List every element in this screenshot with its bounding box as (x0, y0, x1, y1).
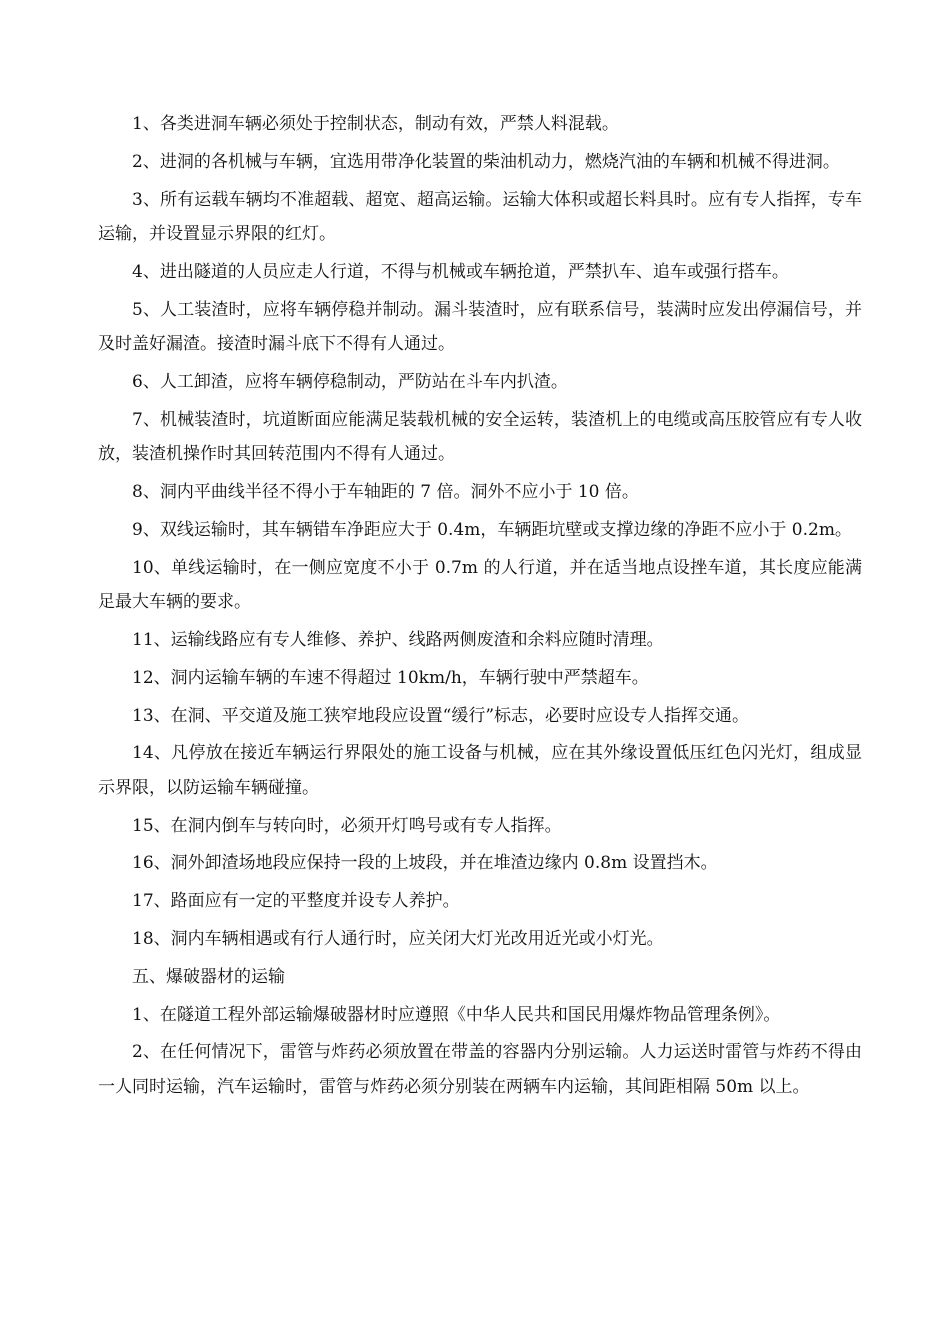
paragraph-2: 2、进洞的各机械与车辆，宜选用带净化装置的柴油机动力，燃烧汽油的车辆和机械不得进洞。 (132, 151, 840, 172)
paragraph-1: 1、各类进洞车辆必须处于控制状态，制动有效，严禁人料混载。 (132, 114, 619, 134)
paragraph-13: 13、在洞、平交道及施工狭窄地段应设置“缓行”标志，必要时应设专人指挥交通。 (132, 705, 750, 726)
paragraph-9: 9、双线运输时，其车辆错车净距应大于 0.4m，车辆距坑壁或支撑边缘的净距不应小于 0.2m。 (132, 519, 852, 540)
paragraph-12: 12、洞内运输车辆的车速不得超过 10km/h，车辆行驶中严禁超车。 (132, 667, 649, 688)
paragraph-8: 8、洞内平曲线半径不得小于车轴距的 7 倍。洞外不应小于 10 倍。 (132, 482, 639, 503)
paragraph-7: 7、机械装渣时，坑道断面应能满足装载机械的安全运转，装渣机上的电缆或高压胶管应有专人收放，装渣机操作时其回转范围内不得有人通过。 (98, 409, 862, 465)
paragraph-16: 16、洞外卸渣场地段应保持一段的上坡段，并在堆渣边缘内 0.8m 设置挡木。 (132, 853, 718, 874)
paragraph-5: 5、人工装渣时，应将车辆停稳并制动。漏斗装渣时，应有联系信号，装满时应发出停漏信号，并及时盖好漏渣。接渣时漏斗底下不得有人通过。 (98, 299, 862, 355)
section-heading: 五、爆破器材的运输 (132, 966, 285, 987)
paragraph-3: 3、所有运载车辆均不准超载、超宽、超高运输。运输大体积或超长料具时。应有专人指挥，专车运输，并设置显示界限的红灯。 (98, 189, 862, 245)
paragraph-19: 1、在隧道工程外部运输爆破器材时应遵照《中华人民共和国民用爆炸物品管理条例》。 (132, 1004, 781, 1025)
document-body (98, 107, 862, 1108)
paragraph-6: 6、人工卸渣，应将车辆停稳制动，严防站在斗车内扒渣。 (132, 371, 568, 392)
paragraph-10: 10、单线运输时，在一侧应宽度不小于 0.7m 的人行道，并在适当地点设挫车道，其长度应能满足最大车辆的要求。 (98, 557, 862, 613)
paragraph-11: 11、运输线路应有专人维修、养护、线路两侧废渣和余料应随时清理。 (132, 629, 664, 650)
paragraph-15: 15、在洞内倒车与转向时，必须开灯鸣号或有专人指挥。 (132, 815, 562, 836)
paragraph-17: 17、路面应有一定的平整度并设专人养护。 (132, 891, 460, 912)
paragraph-4: 4、进出隧道的人员应走人行道，不得与机械或车辆抢道，严禁扒车、追车或强行搭车。 (132, 261, 789, 282)
paragraph-20: 2、在任何情况下，雷管与炸药必须放置在带盖的容器内分别运输。人力运送时雷管与炸药不得由一人同时运输，汽车运输时，雷管与炸药必须分别装在两辆车内运输，其间距相隔 50m 以上。 (98, 1042, 862, 1097)
paragraph-14: 14、凡停放在接近车辆运行界限处的施工设备与机械，应在其外缘设置低压红色闪光灯，组成显示界限，以防运输车辆碰撞。 (98, 743, 862, 798)
paragraph-18: 18、洞内车辆相遇或有行人通行时，应关闭大灯光改用近光或小灯光。 (132, 929, 664, 950)
